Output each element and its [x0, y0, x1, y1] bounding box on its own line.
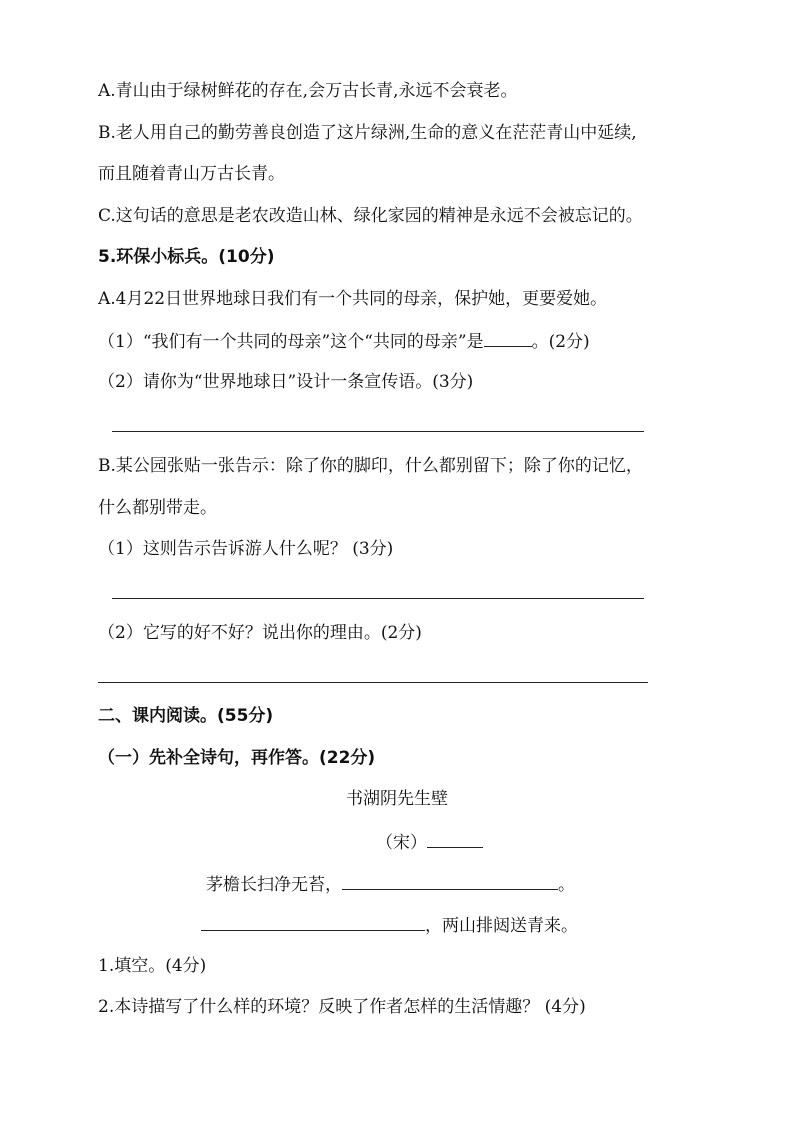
poem-dynasty: （宋） — [376, 833, 427, 853]
q5-a-question-1-blank[interactable] — [484, 328, 532, 347]
section-2-part-1-title: （一）先补全诗句，再作答。(22分) — [98, 748, 376, 768]
poem-line-2-suffix: ，两山排闼送青来。 — [425, 916, 578, 936]
q5-a-question-1 — [98, 328, 590, 354]
q5-b-answer-line-1[interactable] — [112, 598, 644, 599]
q5-b-text-line1: B.某公园张贴一张告示：除了你的脚印，什么都别留下；除了你的记忆， — [98, 456, 643, 476]
q5-a-answer-line[interactable] — [112, 431, 644, 432]
q5-a-question-2: （2）请你为“世界地球日”设计一条宣传语。(3分) — [98, 372, 474, 392]
q5-title: 5.环保小标兵。(10分) — [98, 247, 275, 267]
poem-line-2 — [201, 912, 578, 938]
poem-author-blank[interactable] — [427, 829, 483, 848]
q5-b-text-line2: 什么都别带走。 — [98, 498, 217, 518]
q5-b-answer-line-2[interactable] — [98, 682, 648, 683]
q5-b-question-2: （2）它写的好不好？说出你的理由。(2分) — [98, 623, 422, 643]
option-a-text: A.青山由于绿树鲜花的存在,会万古长青,永远不会衰老。 — [98, 81, 518, 101]
poem-line-1-blank[interactable] — [342, 871, 558, 890]
poem-title: 书湖阴先生壁 — [346, 789, 448, 809]
q5-a-question-1-suffix: 。(2分) — [531, 332, 590, 352]
poem-author-line — [376, 829, 483, 855]
poem-line-1-suffix: 。 — [558, 875, 575, 895]
poem-line-1 — [206, 871, 575, 897]
q5-b-question-1: （1）这则告示告诉游人什么呢？ (3分) — [98, 539, 394, 559]
option-c-text: C.这句话的意思是老农改造山林、绿化家园的精神是永远不会被忘记的。 — [98, 206, 643, 226]
q5-a-text: A.4月22日世界地球日我们有一个共同的母亲，保护她，更要爱她。 — [98, 289, 608, 309]
option-b-text-line1: B.老人用自己的勤劳善良创造了这片绿洲,生命的意义在茫茫青山中延续, — [98, 123, 637, 143]
question-1: 1.填空。(4分) — [98, 956, 207, 976]
option-b-text-line2: 而且随着青山万古长青。 — [98, 164, 285, 184]
question-2: 2.本诗描写了什么样的环境？反映了作者怎样的生活情趣？ (4分) — [98, 997, 586, 1017]
poem-line-1-prefix: 茅檐长扫净无苔， — [206, 875, 342, 895]
poem-line-2-blank[interactable] — [201, 912, 425, 931]
q5-a-question-1-prefix: （1）“我们有一个共同的母亲”这个“共同的母亲”是 — [98, 332, 484, 352]
section-2-title: 二、课内阅读。(55分) — [98, 706, 274, 726]
